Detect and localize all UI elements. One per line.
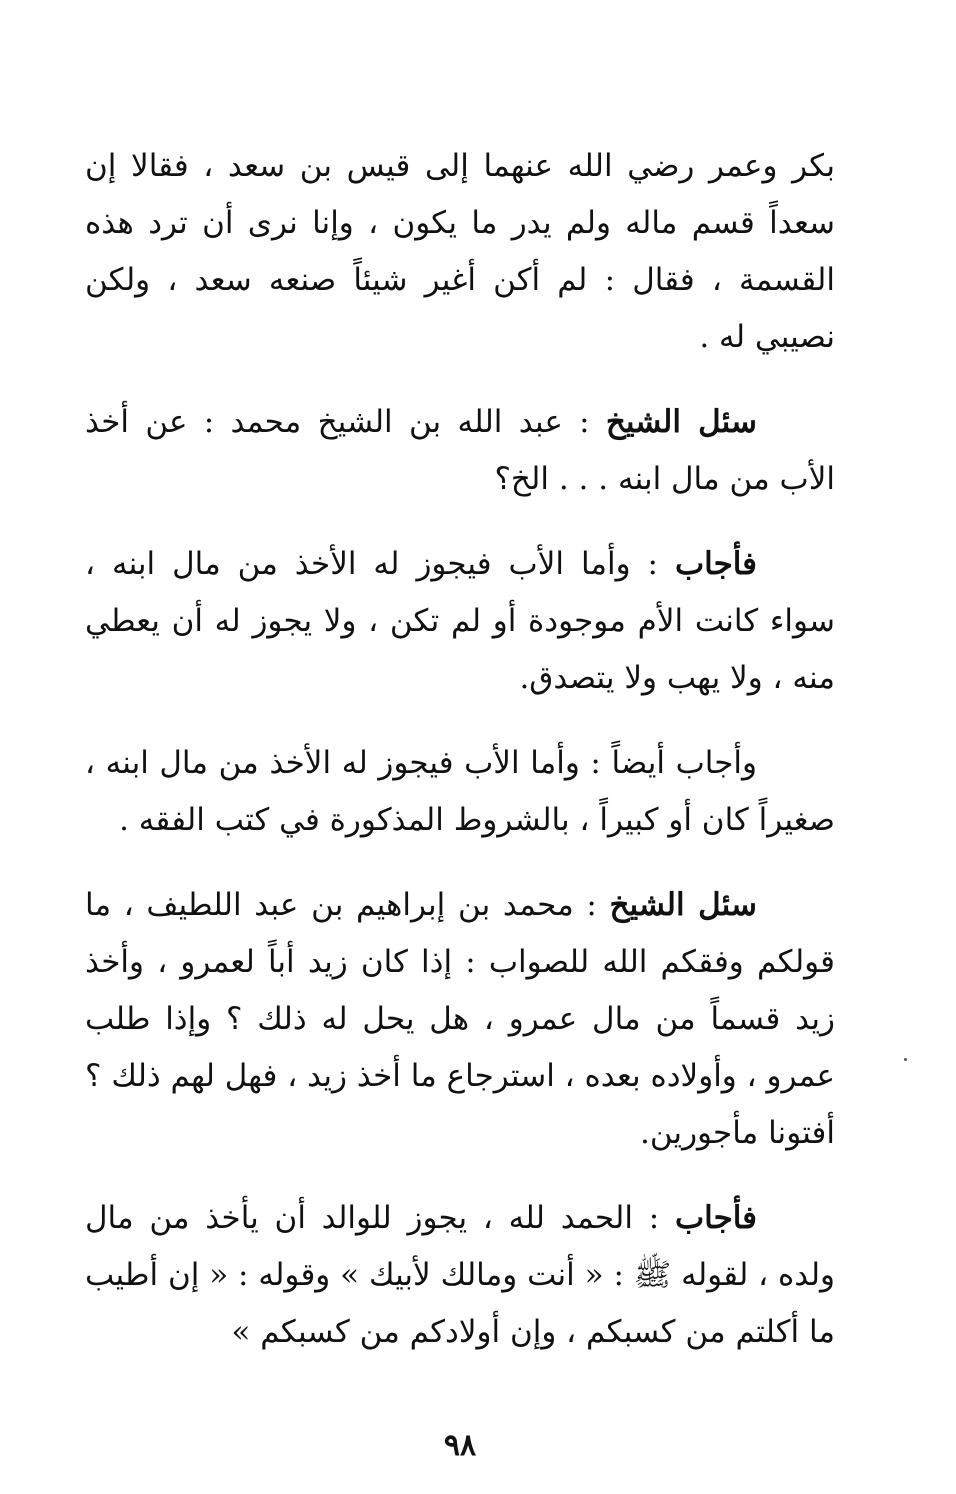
paragraph-4 — [85, 735, 835, 849]
paragraph-4-text: وأجاب أيضاً : وأما الأب فيجوز له الأخذ من مال ابنه ، صغيراً كان أو كبيراً ، بالشروط المذكورة في كتب الفقه . — [85, 745, 835, 838]
document-page — [85, 138, 835, 1463]
paragraph-1-text: بكر وعمر رضي الله عنهما إلى قيس بن سعد ، فقالا إن سعداً قسم ماله ولم يدر ما يكون ، وإنا نرى أن ترد هذه القسمة ، فقال : لم أكن أغير شيئاً صنعه سعد ، ولكن نصيبي له . — [85, 148, 835, 355]
paragraph-5 — [85, 877, 835, 1162]
paragraph-6-text: : الحمد لله ، يجوز للوالد أن يأخذ من مال ولده ، لقوله ﷺ : « أنت ومالك لأبيك » وقوله : « إن أطيب ما أكلتم من كسبكم ، وإن أولادكم من كسبكم » — [85, 1200, 835, 1350]
paragraph-3 — [85, 536, 835, 707]
paragraph-2 — [85, 394, 835, 508]
paragraph-6 — [85, 1190, 835, 1361]
paragraph-5-text: : محمد بن إبراهيم بن عبد اللطيف ، ما قولكم وفقكم الله للصواب : إذا كان زيد أباً لعمرو ، وأخذ زيد قسماً من مال عمرو ، هل يحل له ذلك ؟ وإذا طلب عمرو ، وأولاده بعده ، استرجاع ما أخذ زيد ، فهل لهم ذلك ؟ أفتونا مأجورين. — [85, 887, 835, 1151]
paragraph-3-lead: فأجاب — [674, 546, 757, 582]
paragraph-1 — [85, 138, 835, 366]
paragraph-5-lead: سئل الشيخ — [609, 887, 757, 923]
scan-speck — [904, 1058, 907, 1061]
paragraph-3-text: : وأما الأب فيجوز له الأخذ من مال ابنه ، سواء كانت الأم موجودة أو لم تكن ، ولا يجوز له أن يعطي منه ، ولا يهب ولا يتصدق. — [85, 546, 835, 696]
paragraph-2-text: : عبد الله بن الشيخ محمد : عن أخذ الأب من مال ابنه . . . الخ؟ — [85, 404, 835, 497]
paragraph-2-lead: سئل الشيخ — [605, 404, 757, 440]
page-number: ٩٨ — [443, 1428, 477, 1463]
paragraph-6-lead: فأجاب — [674, 1200, 757, 1236]
